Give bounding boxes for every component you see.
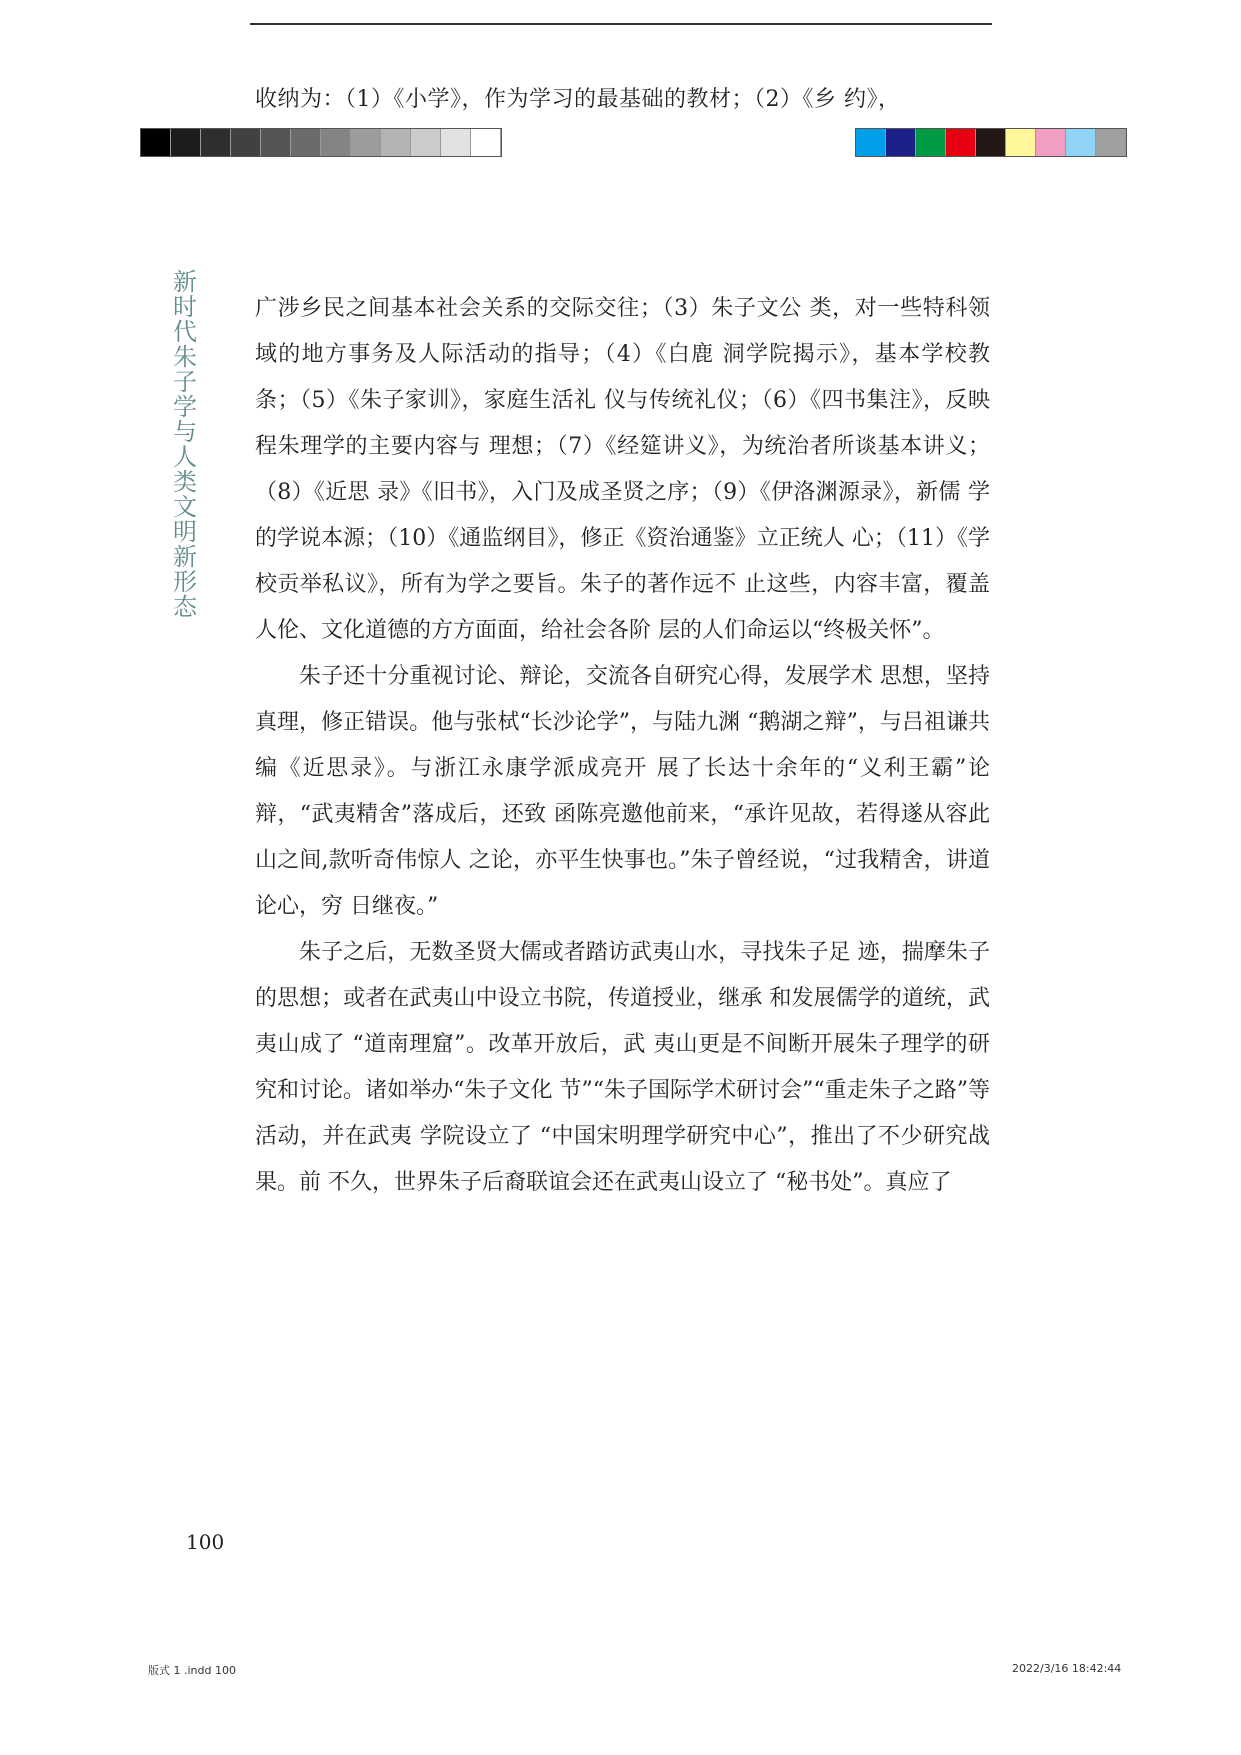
color-swatch-6: [1006, 129, 1036, 156]
color-swatch-7: [1036, 129, 1066, 156]
gray-swatch-6: [291, 129, 321, 156]
color-swatch-3: [916, 129, 946, 156]
gray-swatch-4: [231, 129, 261, 156]
grayscale-calibration-bar: [140, 128, 502, 157]
color-swatch-8: [1066, 129, 1096, 156]
gray-swatch-2: [171, 129, 201, 156]
footer-file-info: 版式 1 .indd 100: [148, 1664, 236, 1677]
vertical-book-title: 新时代朱子学与人类文明新形态: [173, 268, 197, 621]
header-text-line: 收纳为：（1）《小学》，作为学习的最基础的教材；（2）《乡 约》，: [255, 87, 901, 112]
gray-swatch-7: [321, 129, 351, 156]
gray-swatch-5: [261, 129, 291, 156]
page-number: 100: [186, 1530, 225, 1554]
top-rule: [250, 23, 992, 25]
color-swatch-1: [856, 129, 886, 156]
gray-swatch-1: [141, 129, 171, 156]
paragraph-2: 朱子还十分重视讨论、辩论，交流各自研究心得，发展学术 思想，坚持真理，修正错误。他与张栻“长沙论学”，与陆九渊 “鹅湖之辩”，与吕祖谦共编《近思录》。与浙江永康学派成亮开 展了长达十余年的“义利王霸”论辩，“武夷精舍”落成后，还致 函陈亮邀他前来，“承许见故，若得遂从容此山之间,款听奇伟惊人 之论，亦平生快事也。”朱子曾经说，“过我精舍，讲道论心，穷 日继夜。”: [255, 664, 990, 919]
color-swatch-4: [946, 129, 976, 156]
gray-swatch-8: [351, 129, 381, 156]
paragraph-1: 广涉乡民之间基本社会关系的交际交往；（3）朱子文公 类，对一些特科领域的地方事务及人际活动的指导；（4）《白鹿 洞学院揭示》，基本学校教条；（5）《朱子家训》，家庭生活礼 仪与传统礼仪；（6）《四书集注》，反映程朱理学的主要内容与 理想；（7）《经筵讲义》，为统治者所谈基本讲义；（8）《近思 录》《旧书》，入门及成圣贤之序；（9）《伊洛渊源录》，新儒 学的学说本源；（10）《通监纲目》，修正《资治通鉴》立正统人 心；（11）《学校贡举私议》，所有为学之要旨。朱子的著作远不 止这些，内容丰富，覆盖人伦、文化道德的方方面面，给社会各阶 层的人们命运以“终极关怀”。: [255, 296, 990, 643]
gray-swatch-12: [471, 129, 501, 156]
body-text: [255, 286, 990, 1206]
footer-timestamp: 2022/3/16 18:42:44: [1012, 1662, 1122, 1675]
paragraph-3: 朱子之后，无数圣贤大儒或者踏访武夷山水，寻找朱子足 迹，揣摩朱子的思想；或者在武夷山中设立书院，传道授业，继承 和发展儒学的道统，武夷山成了 “道南理窟”。改革开放后，武 夷山更是不间断开展朱子理学的研究和讨论。诸如举办“朱子文化 节”“朱子国际学术研讨会”“重走朱子之路”等活动，并在武夷 学院设立了 “中国宋明理学研究中心”，推出了不少研究战果。前 不久，世界朱子后裔联谊会还在武夷山设立了 “秘书处”。真应了: [255, 940, 990, 1195]
gray-swatch-10: [411, 129, 441, 156]
gray-swatch-9: [381, 129, 411, 156]
color-swatch-9: [1096, 129, 1126, 156]
gray-swatch-3: [201, 129, 231, 156]
color-swatch-5: [976, 129, 1006, 156]
color-calibration-bar: [855, 128, 1127, 157]
color-swatch-2: [886, 129, 916, 156]
gray-swatch-11: [441, 129, 471, 156]
